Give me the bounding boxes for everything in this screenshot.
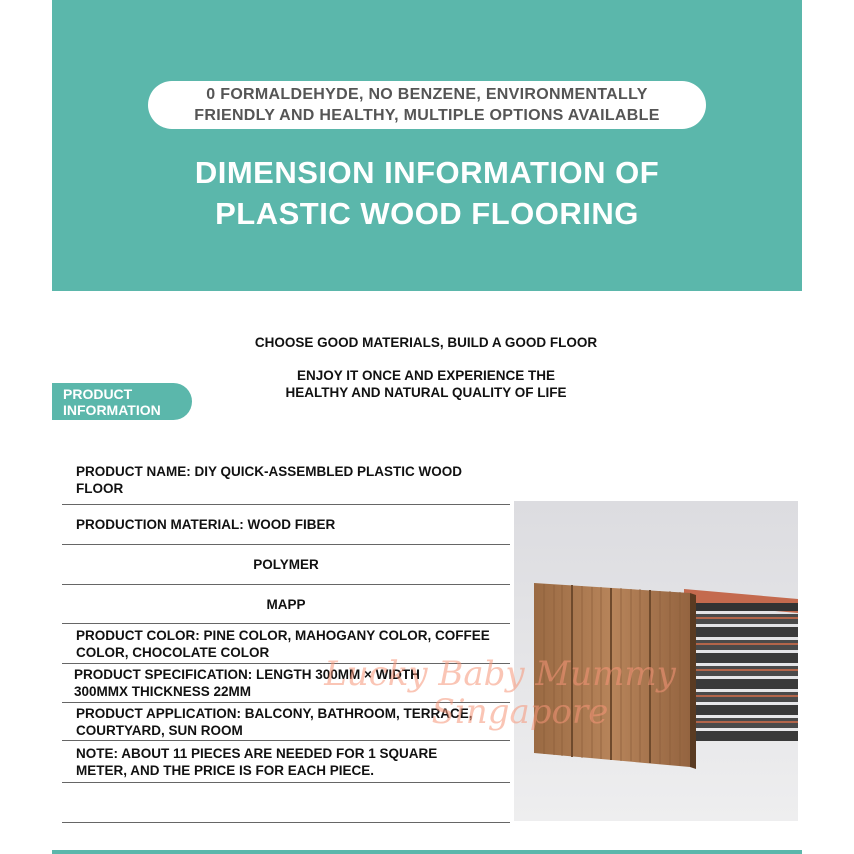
- row-product-color: [62, 624, 510, 664]
- tag-line-1: PRODUCT: [63, 385, 133, 402]
- watermark-line-2: Singapore: [431, 692, 609, 732]
- tag-line-2: INFORMATION: [63, 401, 161, 418]
- row-product-name: [62, 455, 510, 505]
- watermark-line-1: Lucky Baby Mummy: [324, 654, 676, 694]
- slogan-line-2: ENJOY IT ONCE AND EXPERIENCE THE: [296, 368, 556, 383]
- feature-pill-line-2: FRIENDLY AND HEALTHY, MULTIPLE OPTIONS AVAILABLE: [194, 107, 660, 124]
- product-information-tag: [52, 383, 192, 420]
- row-text: PRODUCT SPECIFICATION: LENGTH 300MM × WIDTH 300MMX THICKNESS 22MM: [74, 667, 420, 699]
- row-note: [62, 741, 510, 783]
- row-production-material: [62, 505, 510, 545]
- feature-pill: [148, 81, 706, 129]
- page-title-line-2: PLASTIC WOOD FLOORING: [215, 196, 639, 231]
- row-text: PRODUCT APPLICATION: BALCONY, BATHROOM, TERRACE, COURTYARD, SUN ROOM: [76, 705, 473, 738]
- slogan-line-3: HEALTHY AND NATURAL QUALITY OF LIFE: [285, 385, 567, 400]
- row-text: PRODUCT COLOR: PINE COLOR, MAHOGANY COLOR, COFFEE COLOR, CHOCOLATE COLOR: [76, 627, 490, 660]
- row-polymer: [62, 545, 510, 585]
- page-title: [52, 152, 802, 234]
- row-mapp: [62, 585, 510, 624]
- row-text: MAPP: [266, 596, 306, 612]
- row-product-specification: [62, 664, 510, 703]
- feature-pill-line-1: 0 FORMALDEHYDE, NO BENZENE, ENVIRONMENTALLY: [206, 86, 648, 103]
- row-text: PRODUCT NAME: DIY QUICK-ASSEMBLED PLASTIC WOOD FLOOR: [76, 463, 463, 496]
- row-text: NOTE: ABOUT 11 PIECES ARE NEEDED FOR 1 SQUARE METER, AND THE PRICE IS FOR EACH PIECE.: [76, 745, 438, 778]
- slogan-line-1: CHOOSE GOOD MATERIALS, BUILD A GOOD FLOOR: [254, 335, 598, 350]
- row-text: PRODUCTION MATERIAL: WOOD FIBER: [76, 517, 336, 532]
- bottom-divider: [52, 850, 802, 854]
- header-banner: [52, 0, 802, 291]
- wood-floor-tile-image: [514, 501, 798, 821]
- row-text: POLYMER: [253, 557, 319, 572]
- row-empty: [62, 783, 510, 823]
- page-title-line-1: DIMENSION INFORMATION OF: [194, 155, 660, 190]
- row-product-application: [62, 703, 510, 741]
